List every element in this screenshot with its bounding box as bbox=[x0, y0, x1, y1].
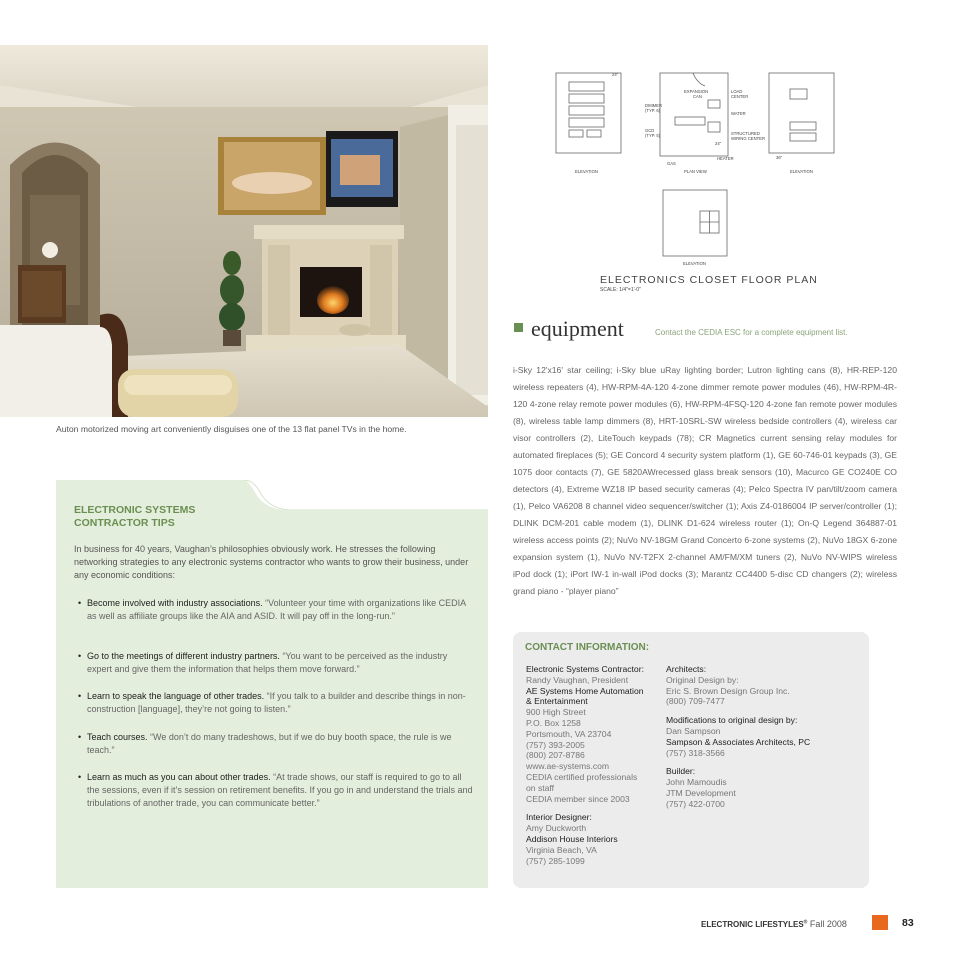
contact-heading: CONTACT INFORMATION: bbox=[525, 642, 650, 653]
label-dimmer: DIMMER bbox=[645, 103, 662, 108]
bullet-icon: • bbox=[78, 691, 82, 701]
builder-company: JTM Development bbox=[666, 787, 736, 798]
registered-mark: ® bbox=[803, 919, 808, 926]
modifications-name: Dan Sampson bbox=[666, 725, 721, 736]
equipment-note: Contact the CEDIA ESC for a complete equipment list. bbox=[655, 328, 848, 337]
tip-body: “We don’t do many tradeshows, but if we do buy booth space, the rule is we teach.” bbox=[87, 732, 452, 756]
bullet-icon: • bbox=[78, 732, 82, 742]
interior-company: Addison House Interiors bbox=[526, 833, 618, 844]
equipment-title: equipment bbox=[531, 316, 624, 341]
modifications-label: Modifications to original design by: bbox=[666, 715, 798, 726]
tip-lead: Teach courses. bbox=[87, 732, 148, 742]
tip-body: “At trade shows, our staff is required to go to all the sessions, even if it’s session on retirement benefits. If you go in and understand the trials and tribulations of another trade, you can communicate better.” bbox=[87, 772, 473, 809]
address-line2: P.O. Box 1258 bbox=[526, 717, 581, 728]
website: www.ae-systems.com bbox=[526, 761, 610, 772]
label-heater: HEATER bbox=[717, 156, 734, 161]
floor-plan-title: ELECTRONICS CLOSET FLOOR PLAN bbox=[600, 274, 818, 286]
esc-name: Randy Vaughan, President bbox=[526, 674, 629, 685]
label-water: WATER bbox=[731, 111, 746, 116]
builder-phone: (757) 422-0700 bbox=[666, 798, 725, 809]
dim-24-left: 24" bbox=[612, 72, 619, 77]
cedia-logo-icon bbox=[872, 915, 888, 930]
builder-name: John Mamoudis bbox=[666, 777, 727, 788]
label-structured: STRUCTURED bbox=[731, 131, 760, 136]
tip-item bbox=[78, 771, 474, 811]
tip-item bbox=[78, 597, 474, 623]
contact-right-column bbox=[666, 664, 861, 810]
tips-intro: In business for 40 years, Vaughan’s philosophies obviously work. He stresses the following networking strategies to any electronic systems contractor who wants to grow their business, under any economic conditions: bbox=[74, 544, 469, 580]
label-gcd: GCD bbox=[645, 128, 655, 133]
builder-label: Builder: bbox=[666, 766, 696, 777]
label-can: CAN bbox=[693, 94, 702, 99]
equipment-list: i-Sky 12'x16' star ceiling; i-Sky blue uRay lighting border; Lutron lighting cans (8), HR-REP-120 wireless repeaters (4), HW-RPM-4A-120 4-zone dimmer remote power modules (46), HW-RPM-4R-120 4-zone relay remote power modules (6), HW-RPM-4FSQ-120 4-zone fan remote power modules (8), wireless table lamp dimmers (8), HRT-10SRL-SW wireless bedside controllers (4), wireless car visor controllers (2), LiteTouch keypads (78); CR Magnetics current sensing relay modules for automated fireplaces (5); GE Concord 4 security system platform (1), GE 60-746-01 keypads (3), GE 1075 door contacts (7), GE 5820AWrecessed glass break sensors (10), Macurco GE CO240E CO detectors (4), Extreme WZ18 IP based security cameras (4); Pelco Spectra IV pan/tilt/zoom camera (1), Pelco VA6208 8 channel video sequencer/switcher (1); Axis Z4-0186004 IP server/controller (1); DLINK DCM-201 cable modem (1), DLINK D1-624 wireless router (1); On-Q Legend 364887-01 wireless access points (2); NuVo NV-18GM Grand Concerto 6-zone systems (2), NuVo 18GX 6-zone expansion system (1), NuVo NV-T2FX 2-channel AM/FM/XM tuners (2), NuVo NV-WIPS wireless iPod dock (1); iPort IW-1 in-wall iPod docks (3); Marantz CC4400 5-disc CD changers (2); wireless grand piano - “player piano” bbox=[513, 365, 897, 596]
footer-magazine bbox=[701, 919, 847, 929]
phone-1: (757) 393-2005 bbox=[526, 739, 585, 750]
label-typ5: (TYP. 5) bbox=[645, 133, 661, 138]
bullet-icon: • bbox=[78, 598, 82, 608]
phone-2: (800) 207-8786 bbox=[526, 750, 585, 761]
tip-body: “You want to be perceived as the industry expert and give them the information that helps them move forward.” bbox=[87, 651, 448, 675]
tip-item bbox=[78, 690, 474, 716]
company-line2: & Entertainment bbox=[526, 696, 588, 707]
dim-36: 36" bbox=[776, 155, 783, 160]
cedia-line1: CEDIA certified professionals bbox=[526, 771, 638, 782]
interior-phone: (757) 285-1099 bbox=[526, 855, 585, 866]
modifications-phone: (757) 318-3566 bbox=[666, 747, 725, 758]
bullet-icon: • bbox=[78, 651, 82, 661]
equipment-square-icon bbox=[514, 323, 523, 332]
label-expansion: EXPANSION bbox=[684, 89, 709, 94]
dim-24-plan: 24" bbox=[715, 141, 722, 146]
tip-body: “Volunteer your time with organizations like CEDIA as well as affiliate groups like the AIA and ASID. It will pay off in the long-run.” bbox=[87, 598, 466, 622]
architects-line2: Eric S. Brown Design Group Inc. bbox=[666, 685, 790, 696]
tip-lead: Learn to speak the language of other trades. bbox=[87, 691, 265, 701]
tip-lead: Learn as much as you can about other trades. bbox=[87, 772, 271, 782]
architects-phone: (800) 709-7477 bbox=[666, 696, 725, 707]
contact-left-column bbox=[526, 664, 666, 866]
tip-item bbox=[78, 731, 474, 757]
architects-line1: Original Design by: bbox=[666, 674, 739, 685]
architects-label: Architects: bbox=[666, 664, 707, 674]
tip-lead: Go to the meetings of different industry partners. bbox=[87, 651, 280, 661]
elevation-label-bottom: ELEVATION bbox=[683, 261, 706, 266]
issue-season: Fall 2008 bbox=[807, 919, 847, 929]
tips-heading-line2: CONTRACTOR TIPS bbox=[74, 517, 175, 529]
contractor-tips-box bbox=[56, 480, 488, 888]
interior-label: Interior Designer: bbox=[526, 812, 592, 823]
tip-lead: Become involved with industry associations. bbox=[87, 598, 263, 608]
tips-heading bbox=[74, 504, 274, 530]
interior-city: Virginia Beach, VA bbox=[526, 844, 597, 855]
page-number: 83 bbox=[902, 917, 914, 929]
address-line1: 900 High Street bbox=[526, 707, 586, 718]
tips-heading-line1: ELECTRONIC SYSTEMS bbox=[74, 504, 196, 516]
cedia-line2: on staff bbox=[526, 782, 555, 793]
tip-body: “If you talk to a builder and describe things in non-construction [language], they’re not going to listen.” bbox=[87, 691, 466, 715]
label-center: CENTER bbox=[731, 94, 749, 99]
plan-view-label: PLAN VIEW bbox=[684, 169, 707, 174]
label-wiring-center: WIRING CENTER bbox=[731, 136, 765, 141]
photo-caption: Auton motorized moving art conveniently disguises one of the 13 flat panel TVs in the home. bbox=[56, 424, 407, 434]
bullet-icon: • bbox=[78, 772, 82, 782]
address-line3: Portsmouth, VA 23704 bbox=[526, 728, 612, 739]
modifications-company: Sampson & Associates Architects, PC bbox=[666, 736, 811, 747]
cedia-line3: CEDIA member since 2003 bbox=[526, 793, 630, 804]
floor-plan-drawing bbox=[545, 60, 845, 300]
interior-name: Amy Duckworth bbox=[526, 823, 587, 834]
contact-info-box bbox=[513, 632, 869, 888]
floor-plan-scale: SCALE: 1/4"=1'-0" bbox=[600, 287, 641, 293]
room-photo bbox=[0, 45, 488, 417]
tip-item bbox=[78, 650, 474, 676]
elevation-label-right: ELEVATION bbox=[790, 169, 813, 174]
label-load: LOAD bbox=[731, 89, 743, 94]
esc-label: Electronic Systems Contractor: bbox=[526, 664, 644, 674]
label-gas: GAS bbox=[667, 161, 676, 166]
elevation-label-left: ELEVATION bbox=[575, 169, 598, 174]
label-typ6: (TYP. 6) bbox=[645, 108, 661, 113]
company-line1: AE Systems Home Automation bbox=[526, 685, 644, 696]
magazine-name: ELECTRONIC LIFESTYLES bbox=[701, 920, 804, 929]
